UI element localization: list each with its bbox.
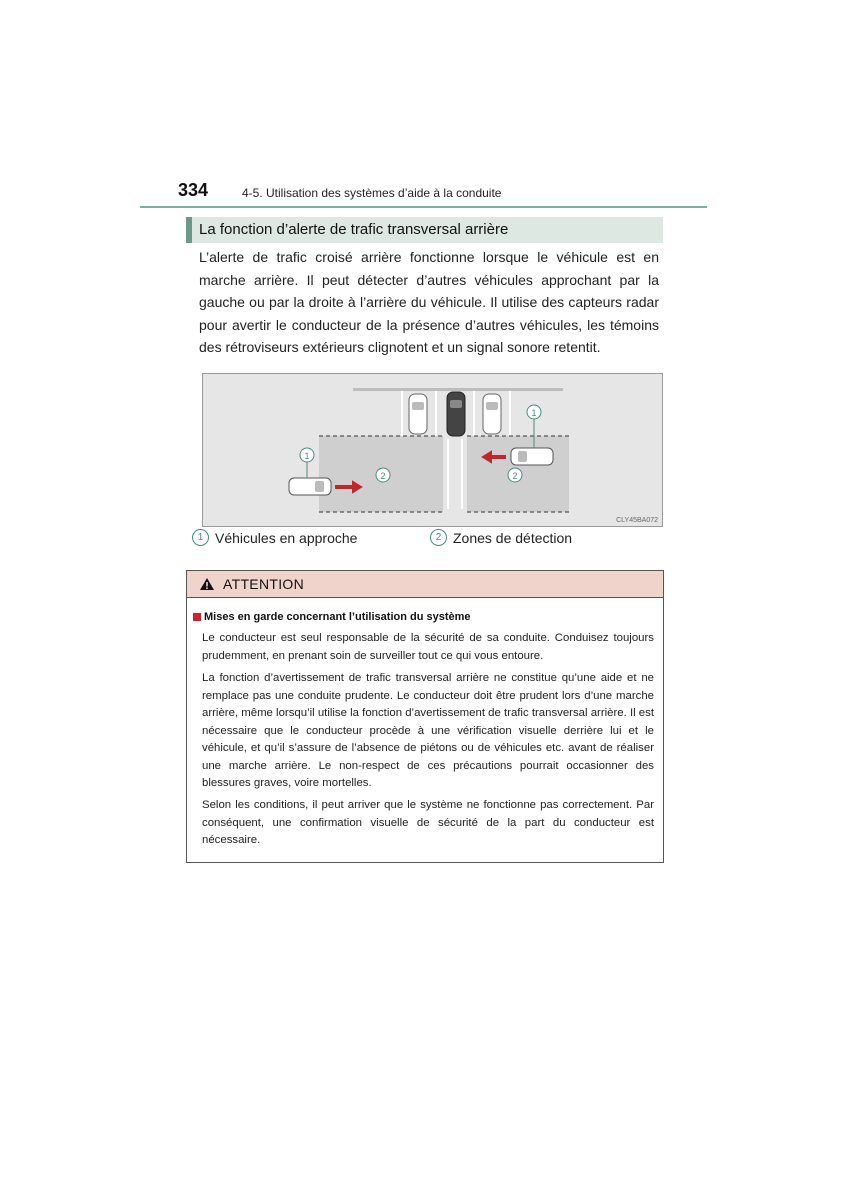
stall-line xyxy=(435,391,437,439)
legend-number: 2 xyxy=(430,529,447,546)
attention-header xyxy=(187,571,663,598)
parked-car-left xyxy=(409,394,427,434)
figure-code: CLY45BA072 xyxy=(616,517,658,524)
attention-subtitle-text: Mises en garde concernant l’utilisation du système xyxy=(204,611,471,623)
rcta-diagram xyxy=(202,373,663,527)
legend-label: Véhicules en approche xyxy=(215,529,358,546)
stall-line xyxy=(473,391,475,439)
svg-text:2: 2 xyxy=(380,471,386,481)
svg-text:1: 1 xyxy=(304,451,310,461)
wall-line xyxy=(353,388,563,391)
attention-title: ATTENTION xyxy=(223,576,304,592)
chapter-title: 4-5. Utilisation des systèmes d’aide à la conduite xyxy=(242,186,502,200)
bullet-square-icon xyxy=(193,613,201,621)
reversing-car xyxy=(447,392,465,436)
stall-line xyxy=(509,391,511,439)
legend-label: Zones de détection xyxy=(453,529,573,546)
intro-paragraph: L’alerte de trafic croisé arrière fonctionne lorsque le véhicule est en marche arrière. Il peut détecter d’autres véhicules approchant par la gauche ou par la droite à l’arrière du véhicule. Il utilise des capteurs radar pour avertir le conducteur de la présence d’autres véhicules, les témoins des rétroviseurs extérieurs clignotent et un signal sonore retentit. xyxy=(199,249,659,355)
header-divider xyxy=(140,206,707,208)
svg-text:1: 1 xyxy=(531,408,537,418)
stall-line xyxy=(401,391,403,439)
parked-car-right xyxy=(483,394,501,434)
legend-item-2 xyxy=(430,529,572,546)
attention-box xyxy=(186,570,664,863)
attention-paragraph: La fonction d’avertissement de trafic transversal arrière ne constitue qu’une aide et ne remplace pas une conduite prudente. Le conducteur doit être prudent lors d’une marche arrière, même lorsqu’il utilise la fonction d’avertissement de trafic transversal arrière. Il est nécessaire que le conducteur procède à une vérification visuelle derrière lui et le véhicule, et qu’il s’assure de l’absence de piétons ou de véhicules etc. avant de réaliser une marche arrière. Le non-respect de ces précautions pourrait occasionner des blessures graves, voire mortelles. xyxy=(202,672,654,789)
section-title: La fonction d’alerte de trafic transversal arrière xyxy=(186,217,663,243)
page-number: 334 xyxy=(178,180,209,200)
attention-paragraph: Selon les conditions, il peut arriver que le système ne fonctionne pas correctement. Par conséquent, une confirmation visuelle de sécurité de la part du conducteur est nécessaire. xyxy=(202,799,654,846)
attention-paragraph: Le conducteur est seul responsable de la sécurité de sa conduite. Conduisez toujours prudemment, en prenant soin de surveiller tout ce qui vous entoure. xyxy=(202,632,654,662)
approaching-car-left xyxy=(289,478,331,495)
attention-subtitle xyxy=(193,611,471,623)
legend-item-1 xyxy=(192,529,357,546)
legend-number: 1 xyxy=(192,529,209,546)
svg-text:2: 2 xyxy=(512,471,518,481)
parking-diagram xyxy=(203,374,664,528)
warning-icon xyxy=(199,577,215,591)
approaching-car-right xyxy=(511,448,553,465)
